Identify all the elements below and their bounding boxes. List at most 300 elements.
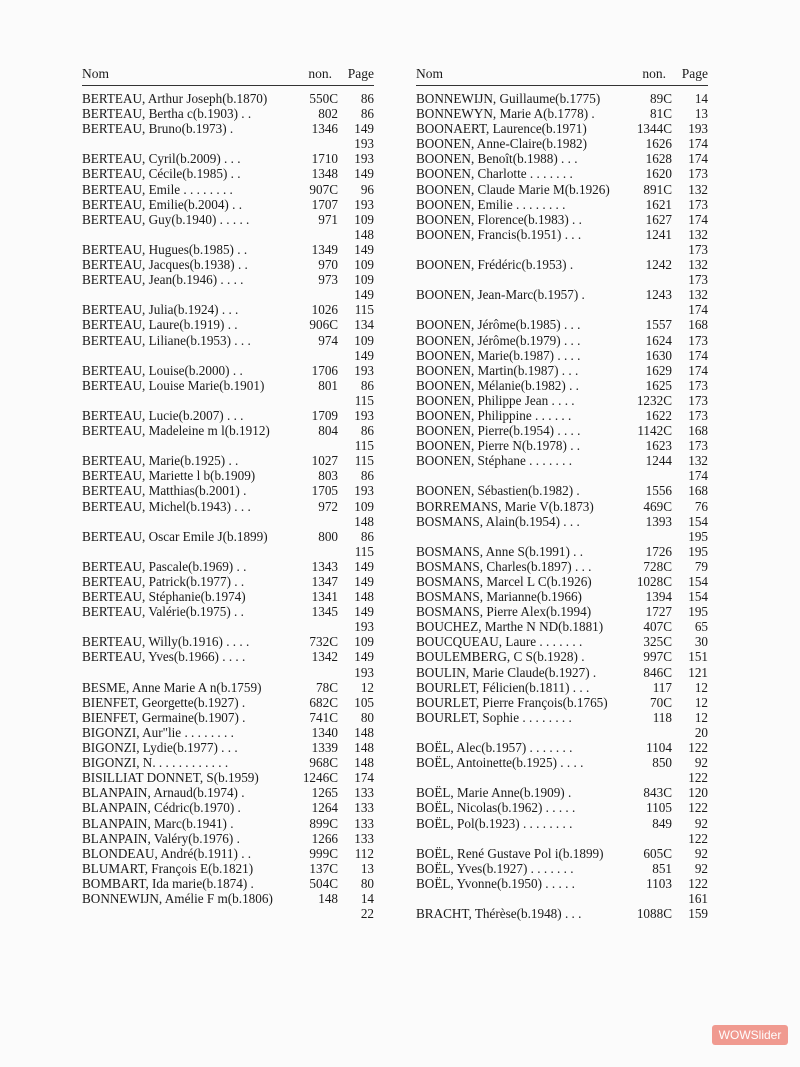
entry-number: 803 bbox=[318, 468, 338, 484]
entry-name: BERTEAU, Julia(b.1924) . . . bbox=[82, 302, 239, 318]
index-entry bbox=[82, 106, 374, 121]
entry-number: 728C bbox=[643, 558, 672, 574]
entry-page: 148 bbox=[354, 226, 374, 242]
entry-page: 86 bbox=[360, 528, 374, 544]
index-entry bbox=[82, 438, 374, 453]
entry-number: 682C bbox=[309, 694, 338, 710]
entry-number: 118 bbox=[652, 709, 672, 725]
entry-name: BERTEAU, Liliane(b.1953) . . . bbox=[82, 332, 251, 348]
entry-name: BERTEAU, Matthias(b.2001) . bbox=[82, 483, 247, 499]
entry-page: 174 bbox=[688, 362, 708, 378]
entry-page: 154 bbox=[688, 574, 708, 589]
entry-page: 12 bbox=[694, 694, 708, 710]
index-entry bbox=[416, 227, 708, 242]
entry-number: 1242 bbox=[645, 257, 672, 273]
index-entry bbox=[416, 680, 708, 695]
entry-page: 112 bbox=[354, 845, 374, 861]
index-entry bbox=[416, 363, 708, 378]
entry-page: 86 bbox=[360, 468, 374, 484]
entry-number: 325C bbox=[643, 634, 672, 650]
entry-number: 407C bbox=[643, 619, 672, 635]
index-entry bbox=[82, 121, 374, 136]
entry-page: 173 bbox=[688, 241, 708, 257]
index-entry bbox=[416, 166, 708, 181]
entry-name: BOONEN, Stéphane . . . . . . . bbox=[416, 453, 573, 469]
index-entry bbox=[82, 529, 374, 544]
entry-page: 173 bbox=[688, 407, 708, 423]
column-header-left bbox=[82, 64, 374, 86]
entry-page: 133 bbox=[354, 815, 374, 831]
entry-page: 120 bbox=[688, 785, 708, 801]
entry-page: 122 bbox=[688, 740, 708, 756]
index-entry bbox=[82, 182, 374, 197]
entry-name: BERTEAU, Lucie(b.2007) . . . bbox=[82, 407, 244, 423]
index-entry bbox=[416, 287, 708, 302]
index-entry bbox=[416, 272, 708, 287]
entry-number: 117 bbox=[652, 679, 672, 695]
entry-page: 173 bbox=[688, 438, 708, 454]
entry-page: 174 bbox=[354, 770, 374, 786]
entry-page: 80 bbox=[360, 875, 374, 891]
entry-number: 1727 bbox=[645, 604, 672, 620]
entry-number: 1627 bbox=[645, 211, 672, 227]
entry-name: BOSMANS, Marianne(b.1966) bbox=[416, 589, 582, 605]
index-entry bbox=[82, 740, 374, 755]
index-entry bbox=[82, 166, 374, 181]
entry-name: BERTEAU, Mariette l b(b.1909) bbox=[82, 468, 256, 484]
entry-page: 109 bbox=[354, 634, 374, 650]
entry-page: 132 bbox=[688, 287, 708, 303]
index-entry bbox=[416, 514, 708, 529]
entry-name: BIGONZI, Lydie(b.1977) . . . bbox=[82, 740, 238, 756]
entry-page: 109 bbox=[354, 498, 374, 514]
entry-name: BERTEAU, Arthur Joseph(b.1870) bbox=[82, 91, 268, 106]
entry-page: 13 bbox=[360, 860, 374, 876]
entry-page: 193 bbox=[354, 136, 374, 152]
entry-page: 109 bbox=[354, 257, 374, 273]
entry-number: 1624 bbox=[645, 332, 672, 348]
entry-number: 1349 bbox=[311, 241, 338, 257]
header-page: Page bbox=[347, 66, 374, 81]
index-entry bbox=[82, 212, 374, 227]
entry-page: 193 bbox=[354, 664, 374, 680]
index-entry bbox=[82, 272, 374, 287]
index-entry bbox=[82, 604, 374, 619]
index-entry bbox=[82, 725, 374, 740]
entry-name: BERTEAU, Emilie(b.2004) . . bbox=[82, 196, 243, 212]
entry-number: 1241 bbox=[645, 226, 672, 242]
entry-page: 151 bbox=[688, 649, 708, 665]
entry-page: 168 bbox=[688, 483, 708, 499]
index-entry bbox=[416, 574, 708, 589]
index-entry bbox=[82, 242, 374, 257]
entry-page: 92 bbox=[694, 845, 708, 861]
entry-name: BERTEAU, Laure(b.1919) . . bbox=[82, 317, 238, 333]
entry-page: 149 bbox=[354, 287, 374, 303]
entry-number: 891C bbox=[643, 181, 672, 197]
entry-page: 173 bbox=[688, 332, 708, 348]
entry-number: 1621 bbox=[645, 196, 672, 212]
entry-page: 168 bbox=[688, 317, 708, 333]
entry-number: 907C bbox=[309, 181, 338, 197]
entry-name: BOUCHEZ, Marthe N ND(b.1881) bbox=[416, 619, 604, 635]
index-column-right bbox=[416, 64, 708, 921]
index-entry bbox=[82, 891, 374, 906]
entry-number: 741C bbox=[309, 709, 338, 725]
entry-number: 469C bbox=[643, 498, 672, 514]
index-entry bbox=[416, 906, 708, 921]
entry-page: 80 bbox=[360, 709, 374, 725]
entry-number: 1243 bbox=[645, 287, 672, 303]
entry-name: BIGONZI, N. . . . . . . . . . . . bbox=[82, 755, 229, 771]
entry-page: 193 bbox=[354, 196, 374, 212]
entry-name: BOËL, Antoinette(b.1925) . . . . bbox=[416, 755, 584, 771]
index-entry bbox=[416, 378, 708, 393]
index-entry bbox=[82, 317, 374, 332]
entry-number: 849 bbox=[652, 815, 672, 831]
header-no: non. bbox=[308, 66, 332, 81]
index-entry bbox=[82, 680, 374, 695]
header-page: Page bbox=[681, 66, 708, 81]
entry-number: 1394 bbox=[645, 589, 672, 605]
entry-name: BERTEAU, Jacques(b.1938) . . bbox=[82, 257, 248, 273]
entry-number: 1028C bbox=[636, 574, 672, 589]
entry-number: 899C bbox=[309, 815, 338, 831]
entry-page: 148 bbox=[354, 740, 374, 756]
entry-name: BOONEN, Martin(b.1987) . . . bbox=[416, 362, 579, 378]
entry-name: BERTEAU, Cyril(b.2009) . . . bbox=[82, 151, 241, 167]
entry-name: BLANPAIN, Cédric(b.1970) . bbox=[82, 800, 241, 816]
entry-page: 195 bbox=[688, 528, 708, 544]
entry-page: 121 bbox=[688, 664, 708, 680]
entry-name: BERTEAU, Madeleine m l(b.1912) bbox=[82, 423, 270, 439]
entry-name: BERTEAU, Bertha c(b.1903) . . bbox=[82, 106, 252, 122]
entry-page: 86 bbox=[360, 423, 374, 439]
entry-page: 149 bbox=[354, 166, 374, 182]
entry-name: BERTEAU, Yves(b.1966) . . . . bbox=[82, 649, 246, 665]
entry-number: 1088C bbox=[636, 906, 672, 922]
entry-page: 173 bbox=[688, 166, 708, 182]
entry-name: BOËL, Nicolas(b.1962) . . . . . bbox=[416, 800, 576, 816]
index-entry bbox=[82, 710, 374, 725]
entry-page: 173 bbox=[688, 392, 708, 408]
entry-number: 1232C bbox=[636, 392, 672, 408]
entry-page: 30 bbox=[694, 634, 708, 650]
entry-number: 1628 bbox=[645, 151, 672, 167]
index-entry bbox=[82, 91, 374, 106]
index-entry bbox=[416, 846, 708, 861]
entry-page: 168 bbox=[688, 423, 708, 439]
index-entry bbox=[82, 136, 374, 151]
index-entry bbox=[416, 197, 708, 212]
entry-page: 86 bbox=[360, 91, 374, 106]
entry-number: 971 bbox=[318, 211, 338, 227]
entry-name: BERTEAU, Marie(b.1925) . . bbox=[82, 453, 239, 469]
index-entry bbox=[416, 121, 708, 136]
index-entry bbox=[82, 665, 374, 680]
header-name: Nom bbox=[82, 66, 109, 81]
entry-name: BOULEMBERG, C S(b.1928) . bbox=[416, 649, 585, 665]
entry-number: 1710 bbox=[311, 151, 338, 167]
entry-number: 1622 bbox=[645, 407, 672, 423]
entry-name: BOONEN, Charlotte . . . . . . . bbox=[416, 166, 573, 182]
index-entry bbox=[416, 695, 708, 710]
entry-number: 1244 bbox=[645, 453, 672, 469]
entry-page: 133 bbox=[354, 800, 374, 816]
entry-page: 195 bbox=[688, 543, 708, 559]
entry-page: 96 bbox=[360, 181, 374, 197]
entry-number: 504C bbox=[309, 875, 338, 891]
entry-number: 1709 bbox=[311, 407, 338, 423]
index-entry bbox=[82, 302, 374, 317]
entry-page: 161 bbox=[688, 890, 708, 906]
index-entry bbox=[82, 619, 374, 634]
entry-page: 92 bbox=[694, 860, 708, 876]
index-entry bbox=[416, 408, 708, 423]
entry-page: 109 bbox=[354, 272, 374, 288]
entry-name: BLONDEAU, André(b.1911) . . bbox=[82, 845, 252, 861]
entry-page: 149 bbox=[354, 574, 374, 589]
entry-page: 14 bbox=[360, 890, 374, 906]
entry-number: 1705 bbox=[311, 483, 338, 499]
entry-name: BOËL, Yves(b.1927) . . . . . . . bbox=[416, 860, 574, 876]
index-entry bbox=[82, 589, 374, 604]
entry-number: 1105 bbox=[646, 800, 672, 816]
index-entry bbox=[82, 197, 374, 212]
entry-name: BERTEAU, Willy(b.1916) . . . . bbox=[82, 634, 250, 650]
index-entry bbox=[82, 816, 374, 831]
entry-page: 149 bbox=[354, 241, 374, 257]
entry-page: 193 bbox=[354, 483, 374, 499]
entry-name: BONNEWYN, Marie A(b.1778) . bbox=[416, 106, 595, 122]
index-entry bbox=[416, 242, 708, 257]
index-entry bbox=[416, 634, 708, 649]
entry-page: 193 bbox=[354, 407, 374, 423]
index-entry bbox=[82, 695, 374, 710]
index-entry bbox=[82, 287, 374, 302]
entry-name: BIENFET, Germaine(b.1907) . bbox=[82, 709, 246, 725]
entry-page: 149 bbox=[354, 121, 374, 137]
entry-page: 193 bbox=[354, 362, 374, 378]
entry-name: BOSMANS, Anne S(b.1991) . . bbox=[416, 543, 584, 559]
entry-number: 997C bbox=[643, 649, 672, 665]
entry-page: 12 bbox=[694, 709, 708, 725]
entry-number: 804 bbox=[318, 423, 338, 439]
entry-page: 132 bbox=[688, 453, 708, 469]
index-entry bbox=[416, 106, 708, 121]
index-entry bbox=[416, 604, 708, 619]
index-entry bbox=[416, 770, 708, 785]
entry-page: 92 bbox=[694, 755, 708, 771]
index-entry bbox=[82, 453, 374, 468]
entry-name: BERTEAU, Hugues(b.1985) . . bbox=[82, 241, 248, 257]
entry-list-left bbox=[82, 91, 374, 921]
index-entry bbox=[82, 755, 374, 770]
entry-page: 115 bbox=[354, 392, 374, 408]
entry-number: 1342 bbox=[311, 649, 338, 665]
index-entry bbox=[416, 816, 708, 831]
entry-name: BOËL, Pol(b.1923) . . . . . . . . bbox=[416, 815, 573, 831]
entry-number: 148 bbox=[318, 890, 338, 906]
index-entry bbox=[416, 423, 708, 438]
entry-number: 1393 bbox=[645, 513, 672, 529]
index-entry bbox=[416, 182, 708, 197]
entry-number: 1629 bbox=[645, 362, 672, 378]
entry-number: 1339 bbox=[311, 740, 338, 756]
entry-name: BISILLIAT DONNET, S(b.1959) bbox=[82, 770, 259, 786]
entry-name: BOULIN, Marie Claude(b.1927) . bbox=[416, 664, 597, 680]
index-entry bbox=[416, 876, 708, 891]
entry-name: BIGONZI, Aur"lie . . . . . . . . bbox=[82, 724, 234, 740]
entry-number: 1264 bbox=[311, 800, 338, 816]
entry-page: 174 bbox=[688, 302, 708, 318]
index-entry bbox=[416, 861, 708, 876]
entry-page: 133 bbox=[354, 830, 374, 846]
entry-number: 1266 bbox=[311, 830, 338, 846]
index-entry bbox=[82, 514, 374, 529]
entry-name: BLANPAIN, Valéry(b.1976) . bbox=[82, 830, 240, 846]
index-entry bbox=[416, 212, 708, 227]
entry-page: 115 bbox=[354, 453, 374, 469]
index-entry bbox=[82, 861, 374, 876]
entry-number: 1340 bbox=[311, 724, 338, 740]
entry-page: 148 bbox=[354, 589, 374, 605]
entry-page: 115 bbox=[354, 543, 374, 559]
entry-name: BESME, Anne Marie A n(b.1759) bbox=[82, 679, 262, 695]
entry-name: BERTEAU, Louise(b.2000) . . bbox=[82, 362, 243, 378]
entry-page: 173 bbox=[688, 272, 708, 288]
entry-name: BOONEN, Marie(b.1987) . . . . bbox=[416, 347, 581, 363]
entry-page: 174 bbox=[688, 151, 708, 167]
index-entry bbox=[416, 499, 708, 514]
entry-page: 13 bbox=[694, 106, 708, 122]
index-entry bbox=[416, 348, 708, 363]
entry-number: 1347 bbox=[311, 574, 338, 589]
entry-number: 1625 bbox=[645, 377, 672, 393]
index-entry bbox=[82, 649, 374, 664]
entry-name: BLUMART, François E(b.1821) bbox=[82, 860, 254, 876]
index-entry bbox=[82, 227, 374, 242]
entry-page: 149 bbox=[354, 347, 374, 363]
index-entry bbox=[416, 619, 708, 634]
entry-name: BOËL, René Gustave Pol i(b.1899) bbox=[416, 845, 604, 861]
entry-number: 70C bbox=[650, 694, 672, 710]
index-entry bbox=[416, 257, 708, 272]
entry-name: BOONEN, Jérôme(b.1979) . . . bbox=[416, 332, 581, 348]
entry-name: BERTEAU, Patrick(b.1977) . . bbox=[82, 574, 245, 589]
entry-number: 1142C bbox=[637, 423, 672, 439]
index-entry bbox=[82, 468, 374, 483]
index-entry bbox=[416, 665, 708, 680]
entry-number: 851 bbox=[652, 860, 672, 876]
index-entry bbox=[82, 574, 374, 589]
index-entry bbox=[82, 846, 374, 861]
entry-number: 1706 bbox=[311, 362, 338, 378]
entry-page: 79 bbox=[694, 558, 708, 574]
entry-name: BOSMANS, Charles(b.1897) . . . bbox=[416, 558, 592, 574]
entry-name: BOMBART, Ida marie(b.1874) . bbox=[82, 875, 254, 891]
entry-page: 173 bbox=[688, 196, 708, 212]
entry-number: 1626 bbox=[645, 136, 672, 152]
entry-name: BOONAERT, Laurence(b.1971) bbox=[416, 121, 587, 137]
entry-number: 1707 bbox=[311, 196, 338, 212]
entry-page: 133 bbox=[354, 785, 374, 801]
entry-number: 974 bbox=[318, 332, 338, 348]
entry-name: BOSMANS, Marcel L C(b.1926) bbox=[416, 574, 592, 589]
index-entry bbox=[416, 544, 708, 559]
entry-number: 1246C bbox=[302, 770, 338, 786]
entry-number: 1346 bbox=[311, 121, 338, 137]
entry-page: 148 bbox=[354, 513, 374, 529]
entry-name: BERTEAU, Louise Marie(b.1901) bbox=[82, 377, 265, 393]
entry-page: 149 bbox=[354, 604, 374, 620]
index-entry bbox=[416, 483, 708, 498]
entry-page: 122 bbox=[688, 800, 708, 816]
index-entry bbox=[416, 302, 708, 317]
entry-number: 550C bbox=[309, 91, 338, 106]
index-entry bbox=[82, 348, 374, 363]
index-entry bbox=[82, 800, 374, 815]
index-entry bbox=[416, 333, 708, 348]
index-entry bbox=[416, 725, 708, 740]
index-entry bbox=[416, 468, 708, 483]
entry-name: BOONEN, Anne-Claire(b.1982) bbox=[416, 136, 588, 152]
index-entry bbox=[416, 755, 708, 770]
entry-page: 173 bbox=[688, 377, 708, 393]
entry-number: 1026 bbox=[311, 302, 338, 318]
entry-number: 999C bbox=[309, 845, 338, 861]
entry-name: BONNEWIJN, Amélie F m(b.1806) bbox=[82, 890, 273, 906]
index-entry bbox=[416, 785, 708, 800]
entry-number: 81C bbox=[650, 106, 672, 122]
entry-name: BOËL, Marie Anne(b.1909) . bbox=[416, 785, 572, 801]
entry-page: 109 bbox=[354, 211, 374, 227]
entry-name: BOËL, Alec(b.1957) . . . . . . . bbox=[416, 740, 573, 756]
entry-number: 1630 bbox=[645, 347, 672, 363]
entry-page: 174 bbox=[688, 347, 708, 363]
entry-name: BOONEN, Claude Marie M(b.1926) bbox=[416, 181, 610, 197]
entry-name: BLANPAIN, Arnaud(b.1974) . bbox=[82, 785, 245, 801]
entry-number: 968C bbox=[309, 755, 338, 771]
entry-number: 906C bbox=[309, 317, 338, 333]
entry-name: BOËL, Yvonne(b.1950) . . . . . bbox=[416, 875, 575, 891]
index-entry bbox=[82, 423, 374, 438]
entry-name: BOONEN, Philippe Jean . . . . bbox=[416, 392, 575, 408]
entry-page: 159 bbox=[688, 906, 708, 922]
entry-page: 20 bbox=[694, 724, 708, 740]
index-entry bbox=[416, 710, 708, 725]
entry-name: BERTEAU, Valérie(b.1975) . . bbox=[82, 604, 244, 620]
entry-page: 109 bbox=[354, 332, 374, 348]
entry-page: 149 bbox=[354, 649, 374, 665]
index-column-left bbox=[82, 64, 374, 921]
entry-name: BLANPAIN, Marc(b.1941) . bbox=[82, 815, 234, 831]
entry-number: 1265 bbox=[311, 785, 338, 801]
entry-number: 1343 bbox=[311, 558, 338, 574]
entry-number: 1726 bbox=[645, 543, 672, 559]
entry-number: 732C bbox=[309, 634, 338, 650]
entry-name: BOONEN, Emilie . . . . . . . . bbox=[416, 196, 566, 212]
index-entry bbox=[82, 378, 374, 393]
index-entry bbox=[82, 408, 374, 423]
entry-page: 105 bbox=[354, 694, 374, 710]
entry-page: 193 bbox=[354, 151, 374, 167]
index-entry bbox=[82, 333, 374, 348]
entry-page: 122 bbox=[688, 770, 708, 786]
entry-number: 970 bbox=[318, 257, 338, 273]
entry-page: 132 bbox=[688, 257, 708, 273]
entry-name: BERTEAU, Oscar Emile J(b.1899) bbox=[82, 528, 268, 544]
